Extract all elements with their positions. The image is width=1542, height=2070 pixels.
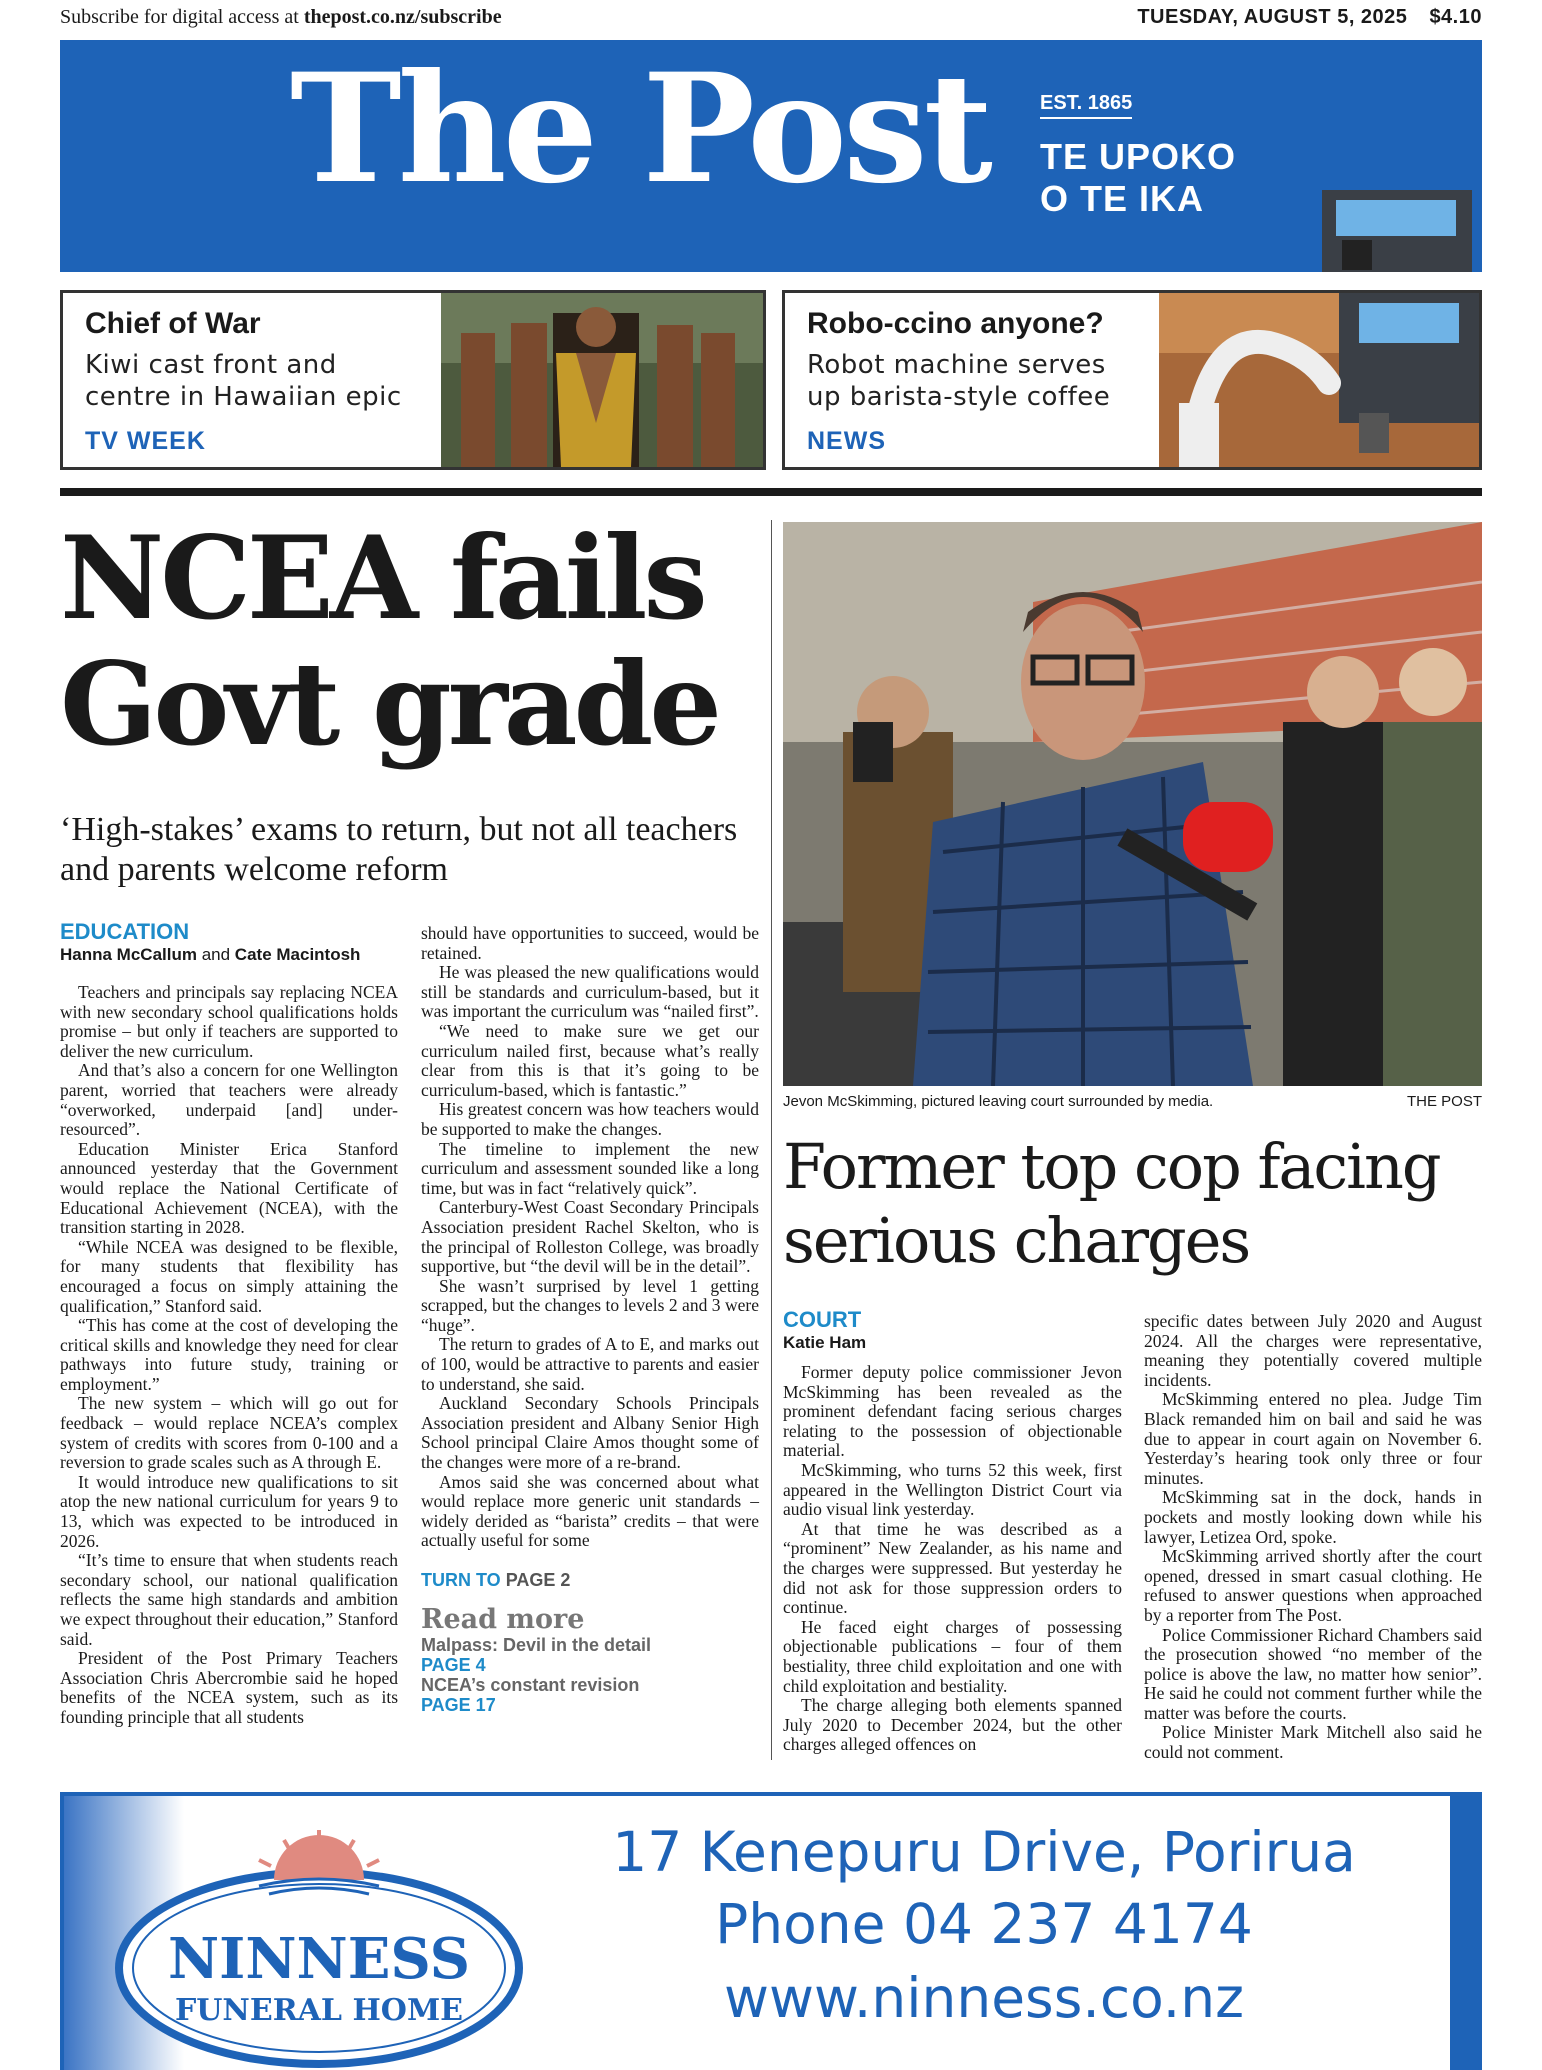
lead-headline-line: Govt grade bbox=[60, 637, 718, 771]
ad-right-bar bbox=[1450, 1796, 1478, 2070]
body-paragraph: McSkimming, who turns 52 this week, first appeared in the Wellington District Court via audio visual link yesterday. bbox=[783, 1459, 1122, 1520]
teaser-description bbox=[85, 349, 425, 413]
teaser-chief-of-war[interactable] bbox=[60, 290, 766, 470]
maori-line-2: O TE IKA bbox=[1040, 178, 1205, 219]
body-paragraph: Former deputy police commissioner Jevon McSkimming has been revealed as the prominent defendant facing serious charges relating to the possession of objectionable material. bbox=[783, 1362, 1122, 1461]
turn-to-label: TURN TO bbox=[421, 1570, 501, 1590]
turn-to-link[interactable] bbox=[421, 1571, 759, 1591]
section-divider bbox=[60, 488, 1482, 496]
teaser-desc-line: Kiwi cast front and bbox=[85, 350, 337, 380]
coffee-machine-image bbox=[1302, 190, 1482, 272]
teaser-description bbox=[807, 349, 1147, 413]
lead-byline bbox=[60, 944, 398, 965]
ad-brand-name: NINNESS bbox=[167, 1926, 471, 1992]
body-paragraph: “This has come at the cost of developing the critical skills and knowledge they need for clear pathways into future study, training or employment.” bbox=[60, 1315, 398, 1394]
ad-brand-subtitle: FUNERAL HOME bbox=[174, 1993, 464, 2028]
ad-phone[interactable]: Phone 04 237 4174 bbox=[715, 1892, 1253, 1956]
subscribe-line bbox=[60, 6, 502, 29]
body-paragraph: Amos said she was concerned about what would replace more generic unit standards – widely derided as “barista” credits – that were actually useful for some bbox=[421, 1471, 759, 1551]
body-paragraph: Auckland Secondary Schools Principals Association president and Albany Senior High School principal Claire Amos thought some of the changes were more of a re-brand. bbox=[421, 1393, 759, 1473]
court-photo bbox=[783, 522, 1482, 1086]
teaser-title: Robo-ccino anyone? bbox=[807, 307, 1104, 340]
teaser-robo-ccino[interactable] bbox=[782, 290, 1482, 470]
turn-to-page: PAGE 2 bbox=[505, 1570, 571, 1590]
lead-headline[interactable] bbox=[60, 511, 718, 771]
author-name: Katie Ham bbox=[783, 1333, 867, 1352]
body-paragraph: President of the Post Primary Teachers Association Chris Abercrombie said he hoped benefits of the NCEA system, such as its founding principle that all students bbox=[60, 1648, 398, 1727]
issue-date: TUESDAY, AUGUST 5, 2025 bbox=[1137, 6, 1408, 28]
teaser-section: NEWS bbox=[807, 427, 886, 455]
body-paragraph: Canterbury-West Coast Secondary Principals Association president Rachel Skelton, who is the principal of Rolleston College, was broadly supportive, but “the devil will be in the detail”. bbox=[421, 1197, 759, 1277]
body-paragraph: “While NCEA was designed to be flexible, for many students that flexibility has encouraged a focus on simply attaining the qualification,” Stanford said. bbox=[60, 1236, 398, 1316]
ad-address: 17 Kenepuru Drive, Porirua bbox=[612, 1820, 1356, 1884]
second-byline bbox=[783, 1332, 1122, 1353]
second-headline-line: Former top cop facing bbox=[783, 1130, 1440, 1203]
second-headline[interactable] bbox=[783, 1130, 1440, 1278]
lead-headline-line: NCEA fails bbox=[60, 511, 704, 645]
top-bar bbox=[60, 6, 1482, 34]
subscribe-link[interactable]: thepost.co.nz/subscribe bbox=[303, 6, 502, 28]
teaser-section: TV WEEK bbox=[85, 427, 206, 455]
byline-and: and bbox=[196, 945, 235, 964]
masthead bbox=[60, 40, 1482, 272]
lead-kicker: EDUCATION bbox=[60, 919, 190, 944]
read-more-heading: Read more bbox=[421, 1603, 585, 1635]
body-paragraph: McSkimming entered no plea. Judge Tim Black remanded him on bail and said he was due to appear in court again on November 6. Yesterday’s hearing took only three or four minutes. bbox=[1144, 1389, 1482, 1488]
second-kicker: COURT bbox=[783, 1307, 862, 1332]
related-story-page: PAGE 17 bbox=[421, 1694, 496, 1715]
body-paragraph: It would introduce new qualifications to sit atop the new national curriculum for years 9 to 13, which was expected to be introduced in 2026. bbox=[60, 1471, 398, 1551]
issue-date-price bbox=[1137, 6, 1482, 29]
teaser-title: Chief of War bbox=[85, 307, 261, 340]
lead-deck: ‘High-stakes’ exams to return, but not all teachers and parents welcome reform bbox=[60, 811, 738, 888]
teaser-desc-line: Robot machine serves bbox=[807, 350, 1106, 380]
second-headline-line: serious charges bbox=[783, 1204, 1250, 1277]
column-divider bbox=[771, 520, 772, 1760]
lead-column-1 bbox=[60, 920, 398, 1728]
photo-caption bbox=[783, 1093, 1482, 1110]
ninness-logo bbox=[109, 1828, 529, 2068]
teaser-desc-line: centre in Hawaiian epic bbox=[85, 382, 402, 412]
body-paragraph: “It’s time to ensure that when students reach secondary school, our national qualification reflects the same high standards and ambition we expect throughout their education,” Stanford said. bbox=[60, 1550, 398, 1649]
body-paragraph: Police Commissioner Richard Chambers said the prosecution showed “no member of the police is above the law, no matter how senior”. He said he could not comment further while the matter was before the courts. bbox=[1144, 1624, 1482, 1723]
body-paragraph: She wasn’t surprised by level 1 getting scrapped, but the changes to levels 2 and 3 were “huge”. bbox=[421, 1275, 759, 1335]
related-story-title[interactable]: Malpass: Devil in the detail bbox=[421, 1634, 652, 1655]
author-name: Hanna McCallum bbox=[60, 945, 197, 964]
body-paragraph: should have opportunities to succeed, would be retained. bbox=[421, 923, 759, 963]
body-paragraph: Teachers and principals say replacing NCEA with new secondary school qualifications holds promise – but only if teachers are supported to deliver the new curriculum. bbox=[60, 982, 398, 1061]
body-paragraph: “We need to make sure we get our curriculum nailed first, because what’s really clear from this is that it’s going to be curriculum-based, which is fantastic.” bbox=[421, 1020, 759, 1100]
photo-credit: THE POST bbox=[1406, 1093, 1482, 1110]
maori-line-1: TE UPOKO bbox=[1040, 136, 1237, 177]
body-paragraph: At that time he was described as a “prominent” New Zealander, as his name and the charges were suppressed. But yesterday he did not ask for those suppression orders to continue. bbox=[783, 1518, 1122, 1618]
robot-barista-photo bbox=[1159, 293, 1479, 467]
body-paragraph: McSkimming sat in the dock, hands in pockets and mostly looking down while his lawyer, Letizea Ord, spoke. bbox=[1144, 1487, 1482, 1547]
author-name: Cate Macintosh bbox=[234, 945, 361, 964]
masthead-maori-name bbox=[1040, 136, 1236, 220]
ad-website[interactable]: www.ninness.co.nz bbox=[723, 1966, 1244, 2030]
teaser-desc-line: up barista-style coffee bbox=[807, 382, 1111, 412]
masthead-est: EST. 1865 bbox=[1040, 92, 1132, 119]
issue-price: $4.10 bbox=[1429, 6, 1482, 28]
second-column-2 bbox=[1144, 1312, 1482, 1763]
body-paragraph: specific dates between July 2020 and August 2024. All the charges were representative, meaning they potentially covered multiple incidents. bbox=[1144, 1311, 1482, 1390]
body-paragraph: The return to grades of A to E, and marks out of 100, would be attractive to parents and easier to understand, she said. bbox=[421, 1334, 759, 1394]
body-paragraph: The new system – which will go out for feedback – would replace NCEA’s complex system of credits with scores from 0-100 and a reversion to grade scales such as A through E. bbox=[60, 1393, 398, 1473]
subscribe-prefix: Subscribe for digital access at bbox=[60, 6, 304, 28]
body-paragraph: And that’s also a concern for one Wellington parent, worried that teachers were already “overworked, underpaid [and] under-resourced”. bbox=[60, 1060, 398, 1140]
related-story-title[interactable]: NCEA’s constant revision bbox=[421, 1674, 640, 1695]
body-paragraph: Police Minister Mark Mitchell also said he could not comment. bbox=[1144, 1722, 1482, 1763]
second-column-1 bbox=[783, 1308, 1122, 1755]
body-paragraph: His greatest concern was how teachers would be supported to make the changes. bbox=[421, 1099, 759, 1139]
warriors-photo bbox=[441, 293, 763, 467]
body-paragraph: The timeline to implement the new curriculum and assessment sounded like a long time, but was in fact “relatively quick”. bbox=[421, 1138, 759, 1198]
body-paragraph: The charge alleging both elements spanned July 2020 to December 2024, but the other charges alleged offences on bbox=[783, 1695, 1122, 1755]
body-paragraph: Education Minister Erica Stanford announced yesterday that the Government would replace the National Certificate of Educational Achievement (NCEA), with the transition starting in 2028. bbox=[60, 1138, 398, 1238]
related-story-page: PAGE 4 bbox=[421, 1654, 486, 1675]
masthead-title: The Post bbox=[290, 41, 989, 217]
caption-text: Jevon McSkimming, pictured leaving court surrounded by media. bbox=[783, 1093, 1214, 1110]
funeral-home-advertisement[interactable] bbox=[60, 1792, 1482, 2070]
body-paragraph: McSkimming arrived shortly after the court opened, dressed in smart casual clothing. He refused to answer questions when approached by a reporter from The Post. bbox=[1144, 1546, 1482, 1625]
body-paragraph: He faced eight charges of possessing objectionable publications – four of them bestiality, three child exploitation and one with child exploitation and bestiality. bbox=[783, 1616, 1122, 1696]
body-paragraph: He was pleased the new qualifications would still be standards and curriculum-based, but it was important the curriculum was “nailed first”. bbox=[421, 962, 759, 1022]
lead-column-2 bbox=[421, 924, 759, 1715]
